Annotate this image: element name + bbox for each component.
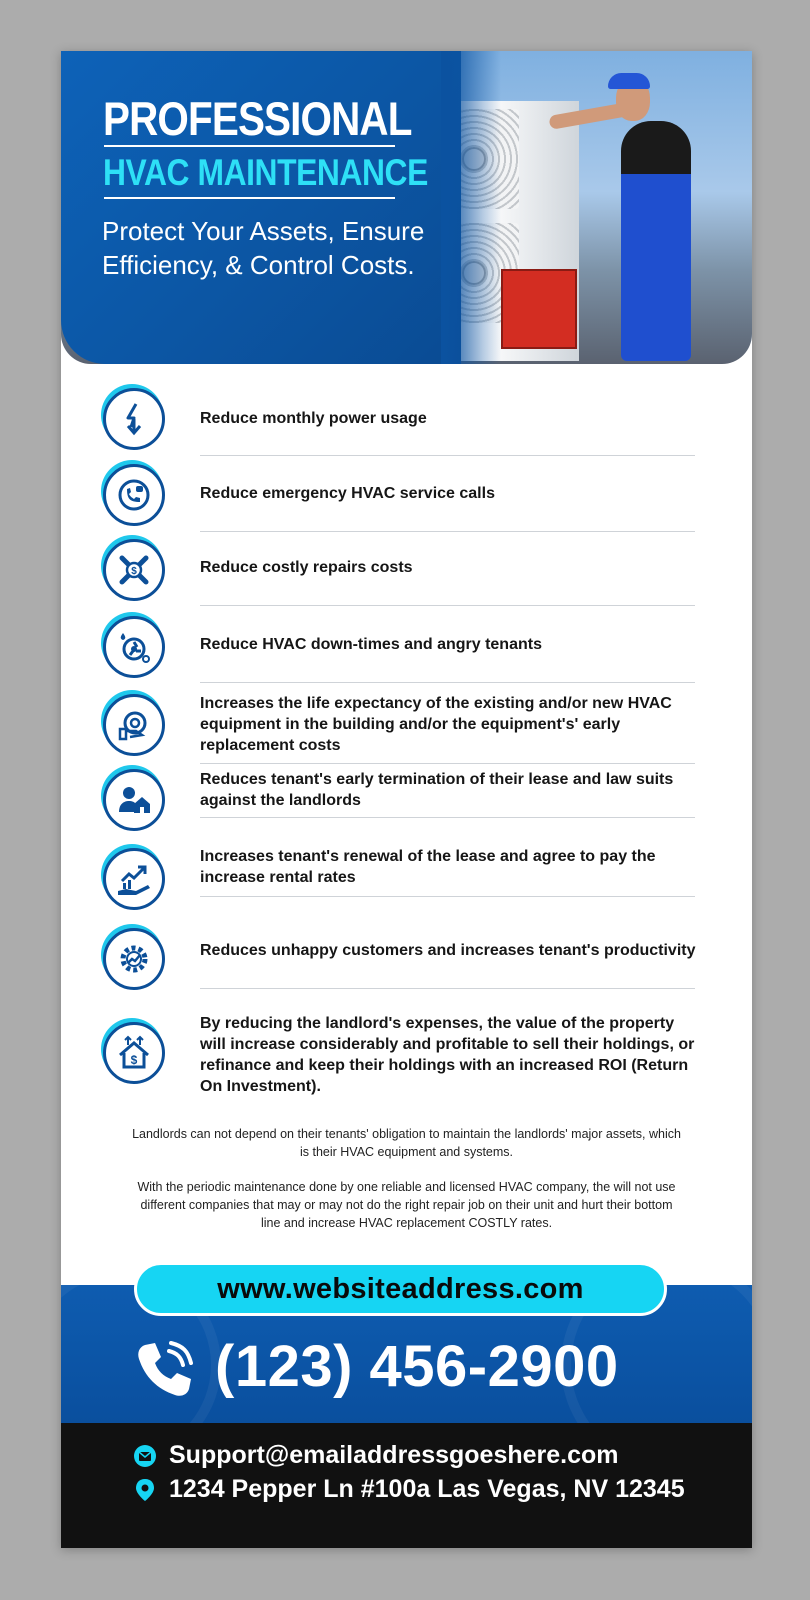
divider <box>200 896 695 897</box>
street-address: 1234 Pepper Ln #100a Las Vegas, NV 12345 <box>169 1475 685 1503</box>
title-divider-top <box>104 145 395 147</box>
benefit-text: Increases tenant's renewal of the lease and agree to pay the increase rental rates <box>200 848 656 886</box>
divider <box>200 763 695 764</box>
divider <box>200 817 695 818</box>
benefit-text: Increases the life expectancy of the existing and/or new HVAC equipment in the building and/or the equipment's' early replacement costs <box>200 695 672 754</box>
power-down-icon <box>103 388 165 450</box>
benefit-text: Reduce costly repairs costs <box>200 559 413 576</box>
svg-text:$: $ <box>131 566 137 577</box>
benefit-text: Reduce monthly power usage <box>200 410 427 427</box>
divider <box>200 531 695 532</box>
title-hvac-maintenance: HVAC MAINTENANCE <box>103 152 428 193</box>
footer <box>61 1423 752 1548</box>
divider <box>200 455 695 456</box>
divider <box>200 605 695 606</box>
website-link[interactable]: www.websiteaddress.com <box>134 1262 667 1316</box>
svg-text:$: $ <box>130 1053 138 1067</box>
benefit-text: By reducing the landlord's expenses, the value of the property will increase considerably and profitable to sell their holdings, or refinance and keep their holdings with an increased ROI (Return On Investment). <box>200 1015 695 1095</box>
phone-number[interactable]: (123) 456-2900 <box>215 1334 619 1399</box>
email-address[interactable]: Support@emailaddressgoeshere.com <box>169 1441 619 1469</box>
location-pin-icon <box>133 1478 157 1502</box>
title-divider-bottom <box>104 197 395 199</box>
growth-hand-icon <box>103 848 165 910</box>
divider <box>200 988 695 989</box>
address-row <box>133 1475 685 1504</box>
flyer-card <box>61 51 752 1548</box>
toolbox-image <box>501 269 577 349</box>
benefit-text: Reduce HVAC down-times and angry tenants <box>200 636 542 653</box>
email-icon <box>133 1444 157 1468</box>
property-value-icon <box>103 1022 165 1084</box>
divider <box>200 682 695 683</box>
productivity-gear-icon <box>103 928 165 990</box>
technician-cap <box>608 73 650 89</box>
note-paragraph-2: With the periodic maintenance done by one reliable and licensed HVAC company, the will not use different companies that may or may not do the right repair job on their unit and hurt their bottom line and increase HVAC replacement COSTLY rates. <box>137 1180 676 1230</box>
hvac-downtime-icon <box>103 616 165 678</box>
tenant-home-icon <box>103 769 165 831</box>
benefit-text: Reduces unhappy customers and increases tenant's productivity <box>200 942 696 959</box>
emergency-call-icon <box>103 464 165 526</box>
phone-icon <box>131 1337 197 1403</box>
tagline: Protect Your Assets, Ensure Efficiency, & Control Costs. <box>102 216 425 280</box>
technician-image <box>621 121 691 361</box>
benefit-text: Reduce emergency HVAC service calls <box>200 485 495 502</box>
equipment-life-icon <box>103 694 165 756</box>
note-paragraph-1: Landlords can not depend on their tenants' obligation to maintain the landlords' major assets, which is their HVAC equipment and systems. <box>132 1127 681 1159</box>
hero-banner <box>61 51 752 364</box>
repair-cost-icon <box>103 539 165 601</box>
title-professional: PROFESSIONAL <box>103 92 412 145</box>
email-row <box>133 1441 619 1470</box>
benefit-text: Reduces tenant's early termination of their lease and law suits against the landlords <box>200 771 674 809</box>
